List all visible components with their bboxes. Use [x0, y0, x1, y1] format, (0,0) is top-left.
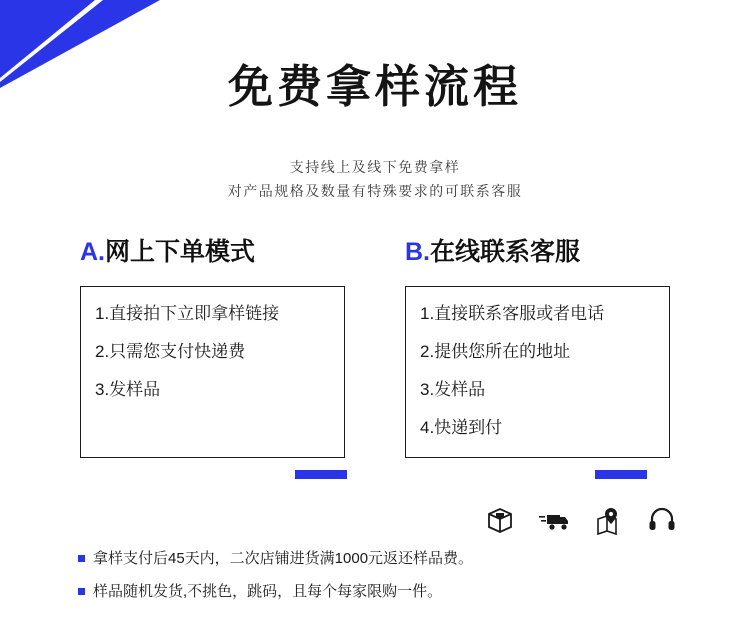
column-a: [80, 232, 345, 458]
column-a-heading-text: 网上下单模式: [105, 238, 256, 266]
column-a-heading: [80, 232, 345, 268]
accent-bar-2: [595, 470, 647, 479]
column-b-heading-text: 在线联系客服: [430, 238, 581, 266]
footnote-text: 样品随机发货,不挑色，跳码，且每个每家限购一件。: [93, 583, 443, 600]
headset-support-icon: [647, 505, 677, 535]
delivery-truck-icon: [539, 505, 569, 535]
process-columns: [0, 232, 750, 458]
subtitle-block: [0, 155, 750, 203]
list-item: 2.只需您支付快递费: [95, 341, 246, 361]
footnote-row: [78, 548, 678, 569]
list-item: 3.发样品: [420, 379, 486, 399]
footnotes: [78, 548, 678, 614]
list-item: 4.快递到付: [420, 417, 503, 437]
page-title: 免费拿样流程: [227, 61, 522, 112]
title-english-watermark: FREE SAMPLE HANDLING: [164, 114, 586, 146]
package-box-icon: [485, 505, 515, 535]
column-b-box: [405, 286, 670, 458]
column-a-box: [80, 286, 345, 458]
column-b-letter: B.: [405, 238, 430, 266]
location-map-icon: [593, 505, 623, 535]
bullet-square-icon: [78, 588, 85, 595]
footnote-row: [78, 581, 678, 602]
footnote-text: 拿样支付后45天内，二次店铺进货满1000元返还样品费。: [93, 550, 474, 567]
accent-bar-1: [295, 470, 347, 479]
page-title-block: [0, 61, 750, 146]
list-item: 3.发样品: [95, 379, 161, 399]
list-item: 1.直接拍下立即拿样链接: [95, 304, 280, 323]
service-icon-row: [485, 505, 685, 535]
column-b-heading: [405, 232, 670, 268]
bullet-square-icon: [78, 555, 85, 562]
column-a-letter: A.: [80, 238, 105, 266]
column-b: [405, 232, 670, 458]
subtitle-line-1: 支持线上及线下免费拿样: [289, 159, 461, 175]
list-item: 1.直接联系客服或者电话: [420, 304, 605, 323]
list-item: 2.提供您所在的地址: [420, 341, 571, 361]
subtitle-line-2: 对产品规格及数量有特殊要求的可联系客服: [227, 183, 523, 199]
